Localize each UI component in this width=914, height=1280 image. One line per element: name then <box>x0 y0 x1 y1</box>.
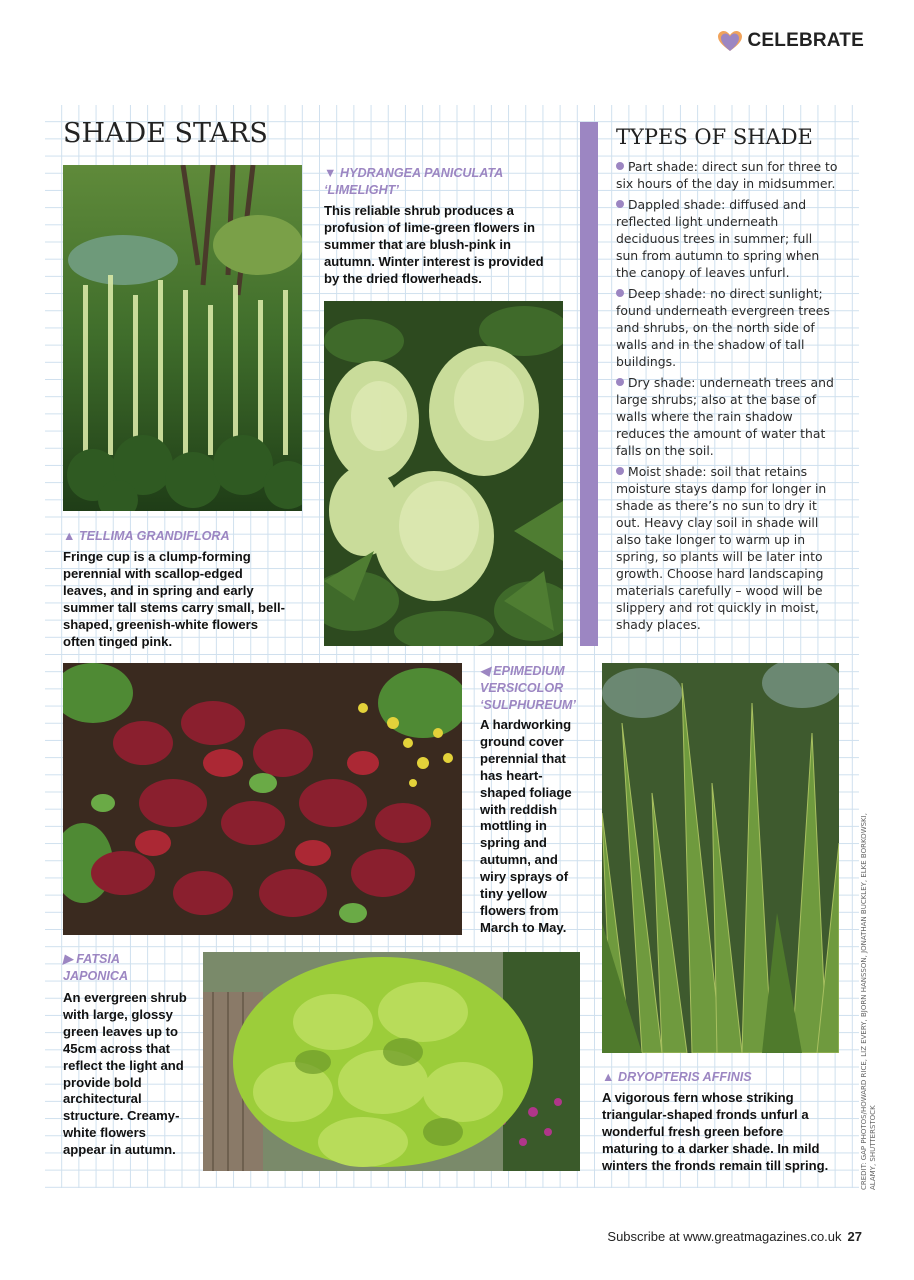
fatsia-description: An evergreen shrub with large, glossy green leaves up to 45cm across that reflect the light and provide bold architectural structure. Creamy-white flowers appear in autumn. <box>63 990 187 1158</box>
tellima-photo <box>63 165 302 511</box>
triangle-right-icon: ▶ <box>63 952 73 966</box>
tellima-description: Fringe cup is a clump-forming perennial with scallop-edged leaves, and in spring and early summer tall stems carry small, bell-shaped, greenish-white flowers often tinged pink. <box>63 549 285 649</box>
triangle-left-icon: ◀ <box>480 664 490 678</box>
section-label: CELEBRATE <box>747 30 864 51</box>
triangle-up-icon: ▲ <box>602 1070 615 1084</box>
dryopteris-name: DRYOPTERIS AFFINIS <box>617 1070 752 1084</box>
epimedium-description: A hardworking ground cover perennial that has heart-shaped foliage with reddish mottling in spring and autumn, and wiry sprays of tiny yellow flowers from March to May. <box>480 717 572 935</box>
bullet-icon <box>616 289 624 297</box>
list-item: Moist shade: soil that retains moisture stays damp for longer in shade as there’s no sun to dry it out. Heavy clay soil in shade will also take longer to warm up in spring, so plants will be later into growth. Choose hard landscaping materials carefully – wood will be slippery and rot quickly in moist, shady places. <box>616 464 827 632</box>
list-item: Deep shade: no direct sunlight; found underneath evergreen trees and shrubs, on the north side of walls and in the shadow of tall buildings. <box>616 286 830 369</box>
triangle-down-icon: ▼ <box>324 166 337 180</box>
page-title: SHADE STARS <box>63 118 268 149</box>
list-item: Dappled shade: diffused and reflected light underneath deciduous trees in summer; full sun from autumn to spring when the canopy of leaves unfurl. <box>616 197 820 280</box>
epimedium-name: EPIMEDIUM VERSICOLOR ‘SULPHUREUM’ <box>480 664 576 712</box>
hydrangea-description: This reliable shrub produces a profusion of lime-green flowers in summer that are blush-pink in autumn. Winter interest is provided by the dried flowerheads. <box>324 203 544 286</box>
hydrangea-name: HYDRANGEA PANICULATA ‘LIMELIGHT’ <box>324 166 503 197</box>
hydrangea-photo <box>324 301 563 646</box>
tellima-heading <box>63 528 293 545</box>
triangle-up-icon: ▲ <box>63 529 76 543</box>
tellima-name: TELLIMA GRANDIFLORA <box>78 529 230 543</box>
bullet-icon <box>616 378 624 386</box>
hydrangea-heading <box>324 165 554 199</box>
heart-icon <box>717 30 743 52</box>
bullet-icon <box>616 162 624 170</box>
epimedium-photo <box>63 663 462 935</box>
shade-types-list <box>616 158 838 637</box>
dryopteris-heading <box>602 1069 832 1086</box>
footer <box>607 1229 862 1244</box>
fatsia-photo <box>203 952 580 1171</box>
dryopteris-description: A vigorous fern whose striking triangular-shaped fronds unfurl a wonderful fresh green before maturing to a darker shade. In mild winters the fronds remain till spring. <box>602 1090 829 1173</box>
fatsia-heading <box>63 951 183 985</box>
fatsia-name: FATSIA JAPONICA <box>63 952 129 983</box>
list-item: Dry shade: underneath trees and large shrubs; also at the base of walls where the rain shadow reduces the amount of water that falls on the soil. <box>616 375 834 458</box>
sidebar-accent-bar <box>580 122 598 646</box>
photo-credit: CREDIT: GAP PHOTOS/HOWARD RICE, LIZ EVERY, BJORN HANSSON, JONATHAN BUCKLEY, ELKE BORKOWSKI, ALAMY, SHUTTERSTOCK <box>860 813 877 1190</box>
bullet-icon <box>616 200 624 208</box>
bullet-icon <box>616 467 624 475</box>
sidebar-title: TYPES OF SHADE <box>616 125 813 149</box>
subscribe-link[interactable]: Subscribe at www.greatmagazines.co.uk <box>607 1229 842 1244</box>
list-item: Part shade: direct sun for three to six hours of the day in midsummer. <box>616 159 838 191</box>
dryopteris-photo <box>602 663 839 1053</box>
section-tag <box>717 30 864 52</box>
page-number: 27 <box>847 1229 862 1244</box>
epimedium-heading <box>480 663 590 714</box>
